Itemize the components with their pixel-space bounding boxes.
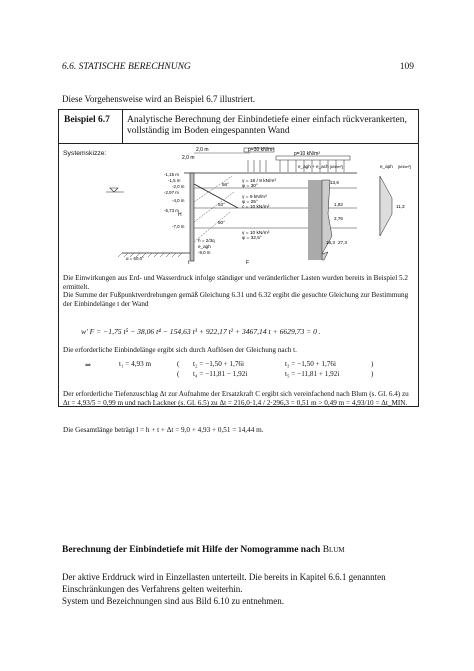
pressure2-shape — [380, 176, 392, 236]
intro-text: Diese Vorgehensweise wird an Beispiel 6.7 illustriert. — [62, 94, 255, 104]
slip-line-1 — [194, 176, 232, 202]
load-point-label: p=30 kN/m² — [248, 147, 274, 153]
root-paren-open-2: ( — [177, 370, 180, 378]
anchor — [194, 184, 238, 208]
equation-roots — [85, 360, 405, 380]
subheading-text: Berechnung der Einbindetiefe mit Hilfe der Nomogramme nach — [62, 545, 323, 555]
depth-label-2: -1,5 m — [168, 178, 181, 183]
paragraph-2: System und Bezeichnungen sind aus Bild 6.10 zu entnehmen. — [62, 596, 284, 606]
soil2-c: c = 10 kN/m² — [242, 205, 270, 210]
example-title: Analytische Berechnung der Einbindetiefe einer einfach rückverankerten, vollständig im Boden eingespannten Wand — [127, 115, 407, 136]
depth-label-1: -1,15 m — [164, 172, 179, 177]
pressure1-wall — [308, 180, 322, 260]
pressure1-unit: [kN/m²] — [330, 164, 343, 169]
example-number: Beispiel 6.7 — [64, 115, 110, 125]
example-text-2: Die Summe der Fußpunktverdrehungen gemäß Gleichung 6.31 und 6.32 ergibt die gesuchte Gleichung zur Bestimmung der Einbindelänge t der Wand — [63, 291, 409, 308]
depth-label-3: -2,0 m — [172, 184, 185, 189]
section-title: 6.6. STATISCHE BERECHNUNG — [62, 62, 191, 72]
example-text-5: Die Gesamtlänge beträgt l = h + t + Δt = 9,0 + 4,93 + 0,51 = 14,44 m. — [63, 426, 264, 434]
root-t3: t₃ = −1,50 + 1,76i — [285, 360, 337, 368]
angle-label-1: 56° — [222, 182, 229, 187]
example-text-1: Die Einwirkungen aus Erd- und Wasserdruck infolge ständiger und veränderlicher Lasten wurden bereits in Beispiel 5.2 ermittelt. — [63, 274, 408, 291]
subheading-author: Blum — [322, 545, 345, 555]
pressure1-title: e_agh + e_ach — [298, 164, 329, 169]
pressure1-value-1: 13,6 — [330, 180, 339, 185]
soil2-phi: φ = 25° — [242, 200, 258, 205]
root-paren-close-2: ) — [371, 370, 374, 378]
example-header — [59, 110, 418, 144]
soil3-phi: φ = 32,5° — [242, 236, 262, 241]
root-paren-close-1: ) — [371, 360, 374, 368]
depth-label-4: -2,97 m — [164, 190, 179, 195]
root-paren-open-1: ( — [177, 360, 180, 368]
slip-line-2 — [194, 192, 234, 222]
angle-label-3: 50° — [218, 220, 225, 225]
example-text-4: Der erforderliche Tiefenzuschlag Δt zur Aufnahme der Ersatzkraft C ergibt sich vereinfachend nach Blum (s. Gl. 6.4) zu Δt = 4,93/5 = 0,99 m und nach Lackner (s. Gl. 6.5) zu Δt = 216,0·1,4 / 2·296,3 = 0,51 m > 0,49 m = 4,93/10 = Δt_MIN. — [63, 390, 409, 407]
top-dim-1: 2,0 m — [196, 147, 209, 153]
roots-arrow: ⇒ — [85, 361, 92, 369]
angle-label-2: 53° — [218, 202, 225, 207]
example-header-divider — [122, 110, 123, 144]
label-F: F — [246, 260, 250, 266]
page-header — [62, 62, 414, 76]
deformation-equation: w' F = −1,75 t⁵ − 38,06 t⁴ − 154,63 t³ + 922,17 t² + 3467,14 t + 6629,73 = 0 . — [81, 327, 321, 336]
paragraph-1: Der aktive Erddruck wird in Einzellasten unterteilt. Die bereits in Kapitel 6.6.1 genannten Einschränkungen des Verfahrens gelten weiterhin. — [62, 572, 386, 594]
example-box — [58, 109, 419, 434]
system-sketch-diagram — [62, 146, 417, 268]
pressure1-value-2: 1,82 — [334, 202, 343, 207]
soil2-gamma: γ = 9 kN/m³ — [242, 195, 267, 200]
load-dist-label: p=10 kN/m² — [294, 151, 320, 157]
root-t5: t₅ = −11,81 + 1,92i — [285, 370, 340, 378]
label-e-agh: e_agh — [198, 244, 211, 249]
root-t4: t₄ = −11,81 − 1,92i — [193, 370, 248, 378]
retaining-wall — [190, 173, 194, 261]
label-t: t — [188, 260, 190, 266]
label-anchor-angle: α = 60,0° — [126, 256, 144, 261]
page-number: 109 — [399, 62, 414, 72]
section-subheading — [62, 545, 345, 555]
label-H: H — [178, 212, 182, 218]
water-level-symbol — [110, 188, 118, 192]
root-t1: t₁ = 4,93 m — [119, 360, 152, 368]
depth-label-7: -7,0 m — [172, 224, 185, 229]
pressure1-value-4: 18,3 — [326, 240, 335, 245]
soil1-gamma: γ = 18 / 8 kN/m³ — [242, 179, 276, 184]
example-text-3: Die erforderliche Einbindelänge ergibt sich durch Auflösen der Gleichung nach t. — [63, 346, 297, 354]
pressure1-shape — [322, 180, 332, 260]
depth-label-5: -4,0 m — [172, 198, 185, 203]
pressure1-value-3: 2,76 — [334, 216, 343, 221]
pressure2-value-1: 11,3 — [396, 204, 405, 209]
soil1-phi: φ = 30° — [242, 184, 258, 189]
pressure2-title: e_aph — [380, 164, 393, 169]
soil3-gamma: γ = 10 kN/m³ — [242, 231, 270, 236]
label-h: h = 2/3q — [198, 238, 215, 243]
pressure2-unit: [kN/m²] — [398, 164, 411, 169]
depth-label-8: -9,0 m — [198, 250, 211, 255]
top-dim-2: 2,0 m — [182, 155, 195, 161]
pressure1-value-5: 27,3 — [338, 240, 347, 245]
root-t2: t₂ = −1,50 + 1,76i — [193, 360, 245, 368]
depth-label-6: -5,73 m — [164, 208, 179, 213]
sketch-label: Systemskizze: — [63, 150, 107, 157]
